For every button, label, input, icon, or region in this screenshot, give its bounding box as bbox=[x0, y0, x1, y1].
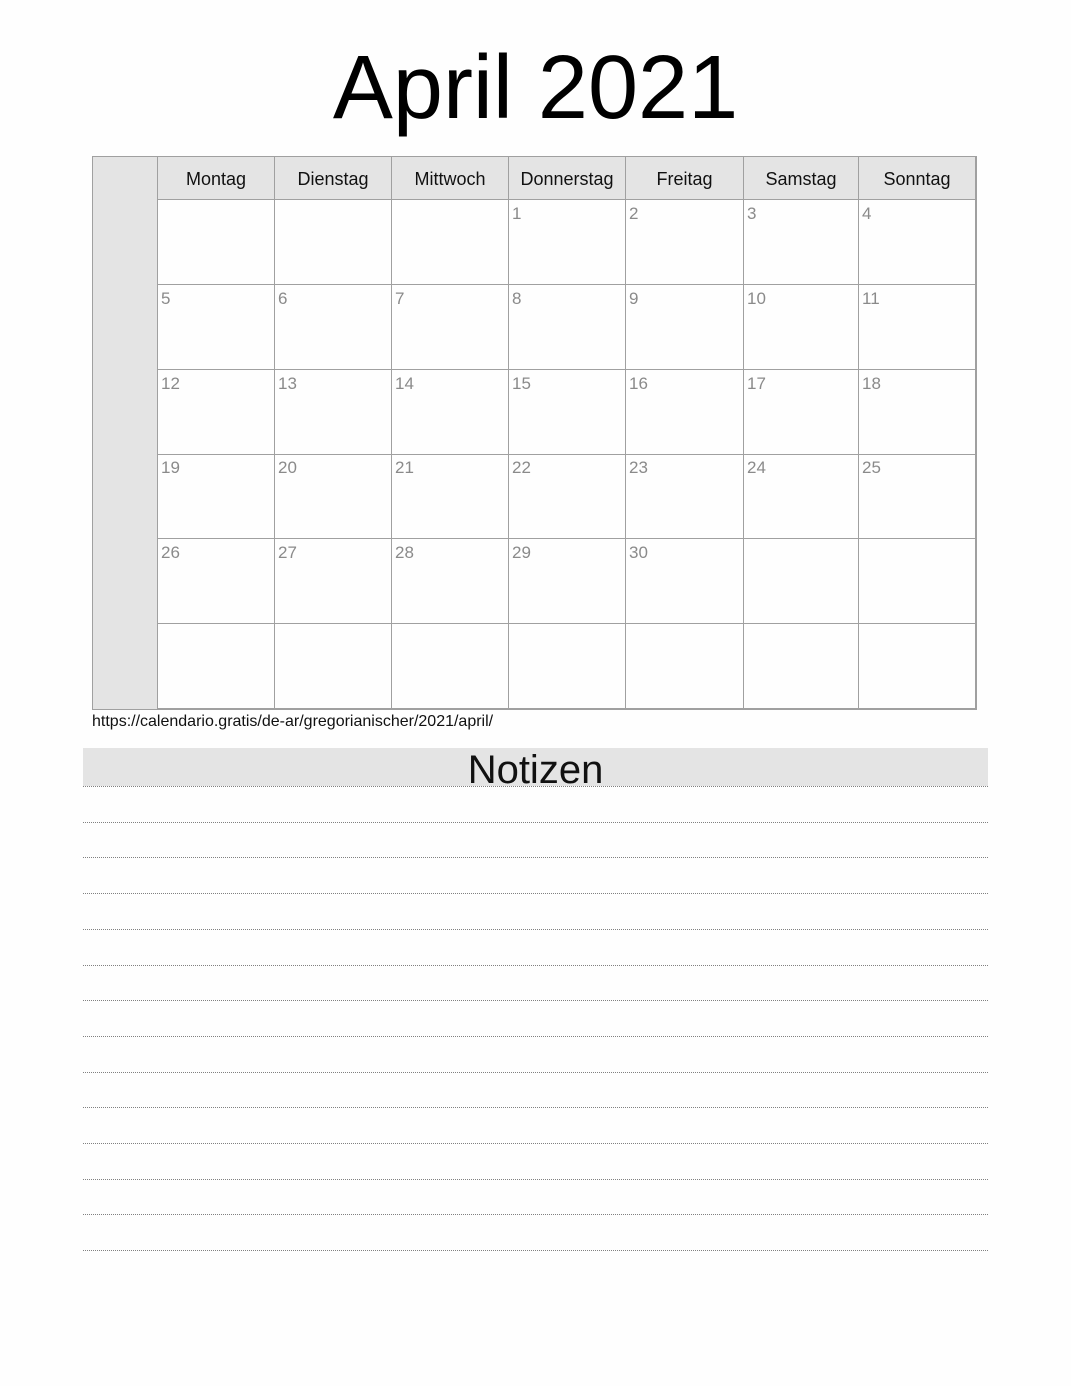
day-cell[interactable] bbox=[859, 200, 976, 285]
day-number: 30 bbox=[629, 543, 648, 563]
day-number: 27 bbox=[278, 543, 297, 563]
day-cell[interactable] bbox=[158, 624, 275, 709]
day-number: 6 bbox=[278, 288, 288, 308]
day-number: 21 bbox=[395, 458, 414, 478]
weekday-header-mittwoch: Mittwoch bbox=[392, 157, 509, 200]
notes-line bbox=[83, 1143, 988, 1144]
day-cell[interactable] bbox=[275, 624, 392, 709]
day-cell[interactable] bbox=[158, 454, 275, 539]
day-cell[interactable] bbox=[392, 370, 509, 455]
notes-line bbox=[83, 1036, 988, 1037]
week-number-column bbox=[93, 157, 158, 709]
notes-line bbox=[83, 1107, 988, 1108]
notes-line bbox=[83, 965, 988, 966]
notes-line bbox=[83, 1179, 988, 1180]
day-cell[interactable] bbox=[509, 370, 626, 455]
day-number: 14 bbox=[395, 373, 414, 393]
day-cell[interactable] bbox=[626, 200, 744, 285]
day-cell[interactable] bbox=[392, 454, 509, 539]
calendar-grid bbox=[92, 156, 977, 710]
notes-line bbox=[83, 857, 988, 858]
day-number: 7 bbox=[395, 288, 405, 308]
notes-line bbox=[83, 929, 988, 930]
day-cell[interactable] bbox=[744, 454, 859, 539]
day-cell[interactable] bbox=[392, 285, 509, 370]
day-cell[interactable] bbox=[158, 200, 275, 285]
day-number: 20 bbox=[278, 458, 297, 478]
day-cell[interactable] bbox=[744, 200, 859, 285]
day-number: 3 bbox=[747, 204, 757, 223]
day-cell[interactable] bbox=[859, 454, 976, 539]
day-cell[interactable] bbox=[275, 454, 392, 539]
day-number: 9 bbox=[629, 288, 639, 308]
day-number: 2 bbox=[629, 204, 639, 223]
day-number: 13 bbox=[278, 373, 297, 393]
notes-line bbox=[83, 1000, 988, 1001]
notes-line bbox=[83, 1250, 988, 1251]
weekday-header-dienstag: Dienstag bbox=[275, 157, 392, 200]
day-cell[interactable] bbox=[859, 539, 976, 624]
day-cell[interactable] bbox=[626, 539, 744, 624]
day-cell[interactable] bbox=[509, 200, 626, 285]
notes-line bbox=[83, 1072, 988, 1073]
day-number: 23 bbox=[629, 458, 648, 478]
day-number: 25 bbox=[862, 458, 881, 478]
day-number: 18 bbox=[862, 373, 881, 393]
day-cell[interactable] bbox=[626, 624, 744, 709]
day-cell[interactable] bbox=[744, 370, 859, 455]
notes-line bbox=[83, 786, 988, 787]
day-number: 22 bbox=[512, 458, 531, 478]
day-number: 15 bbox=[512, 373, 531, 393]
day-number: 1 bbox=[512, 204, 522, 223]
notes-line bbox=[83, 893, 988, 894]
day-cell[interactable] bbox=[509, 624, 626, 709]
day-number: 8 bbox=[512, 288, 522, 308]
day-cell[interactable] bbox=[509, 285, 626, 370]
day-number: 16 bbox=[629, 373, 648, 393]
day-number: 4 bbox=[862, 204, 872, 223]
day-number: 12 bbox=[161, 373, 180, 393]
day-cell[interactable] bbox=[509, 454, 626, 539]
day-cell[interactable] bbox=[275, 370, 392, 455]
day-cell[interactable] bbox=[626, 454, 744, 539]
weekday-header-samstag: Samstag bbox=[744, 157, 859, 200]
weekday-header-donnerstag: Donnerstag bbox=[509, 157, 626, 200]
day-number: 11 bbox=[862, 288, 880, 308]
day-cell[interactable] bbox=[275, 285, 392, 370]
day-number: 17 bbox=[747, 373, 766, 393]
notes-heading: Notizen bbox=[83, 748, 988, 786]
weekday-header-montag: Montag bbox=[158, 157, 275, 200]
day-number: 5 bbox=[161, 288, 171, 308]
day-cell[interactable] bbox=[744, 539, 859, 624]
day-number: 29 bbox=[512, 543, 531, 563]
day-cell[interactable] bbox=[392, 200, 509, 285]
day-cell[interactable] bbox=[744, 624, 859, 709]
page-title: April 2021 bbox=[332, 38, 739, 138]
day-cell[interactable] bbox=[275, 200, 392, 285]
day-number: 10 bbox=[747, 288, 766, 308]
day-cell[interactable] bbox=[744, 285, 859, 370]
day-cell[interactable] bbox=[509, 539, 626, 624]
day-number: 19 bbox=[161, 458, 180, 478]
day-cell[interactable] bbox=[158, 370, 275, 455]
notes-line bbox=[83, 822, 988, 823]
day-number: 28 bbox=[395, 543, 414, 563]
notes-line bbox=[83, 1214, 988, 1215]
day-number: 24 bbox=[747, 458, 766, 478]
day-cell[interactable] bbox=[859, 624, 976, 709]
source-url: https://calendario.gratis/de-ar/gregorianischer/2021/april/ bbox=[92, 713, 494, 730]
day-cell[interactable] bbox=[275, 539, 392, 624]
weekday-header-freitag: Freitag bbox=[626, 157, 744, 200]
day-cell[interactable] bbox=[158, 285, 275, 370]
day-cell[interactable] bbox=[392, 539, 509, 624]
day-number: 26 bbox=[161, 543, 180, 563]
day-cell[interactable] bbox=[626, 285, 744, 370]
calendar-days bbox=[158, 157, 976, 709]
day-cell[interactable] bbox=[859, 370, 976, 455]
day-cell[interactable] bbox=[392, 624, 509, 709]
day-cell[interactable] bbox=[626, 370, 744, 455]
day-cell[interactable] bbox=[859, 285, 976, 370]
day-cell[interactable] bbox=[158, 539, 275, 624]
weekday-header-sonntag: Sonntag bbox=[859, 157, 976, 200]
